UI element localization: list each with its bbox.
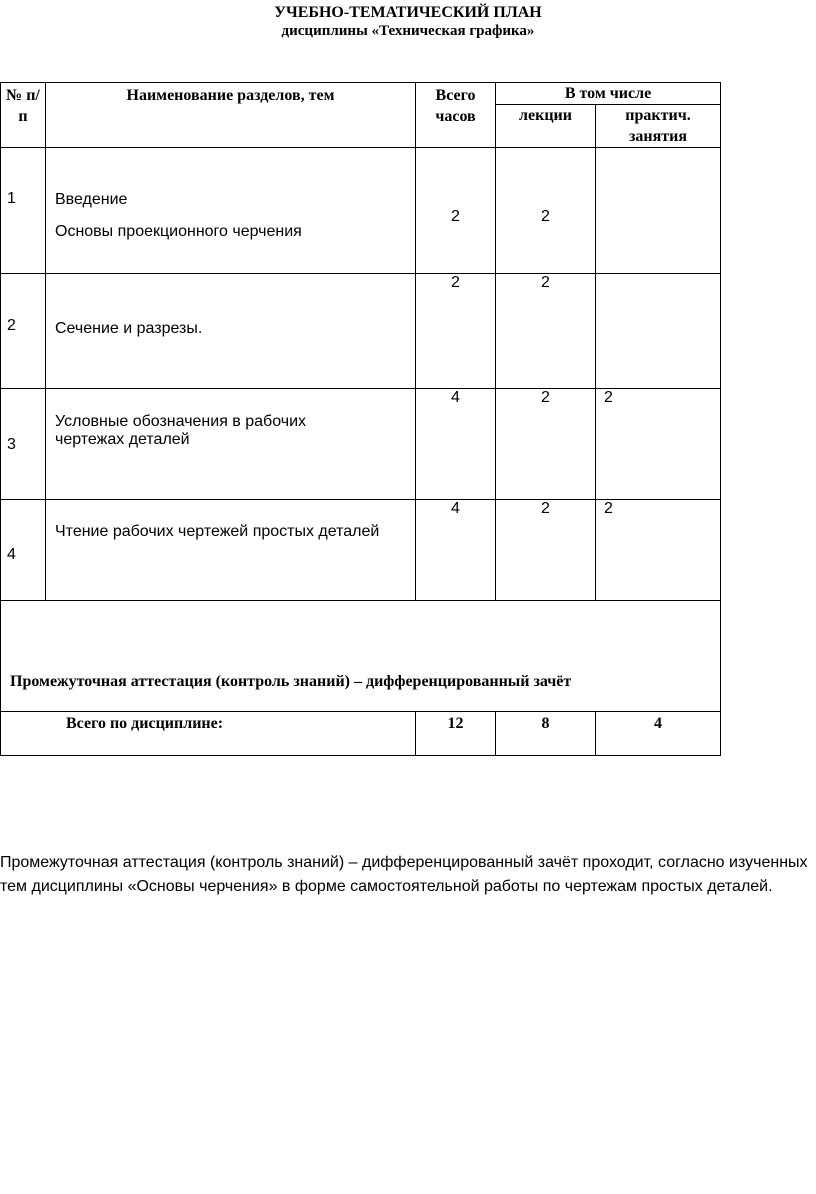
row-lectures: 2 xyxy=(496,500,596,601)
row-lectures: 2 xyxy=(496,389,596,500)
header-name: Наименование разделов, тем xyxy=(46,83,416,148)
header-practice: практич. занятия xyxy=(596,105,721,148)
header-lectures: лекции xyxy=(496,105,596,148)
total-practice: 4 xyxy=(596,712,721,756)
row-lectures: 2 xyxy=(496,274,596,389)
total-hours: 12 xyxy=(416,712,496,756)
row-practice: 2 xyxy=(596,389,721,500)
total-label: Всего по дисциплине: xyxy=(1,712,416,756)
total-lectures: 8 xyxy=(496,712,596,756)
row-name: Сечение и разрезы. xyxy=(46,274,416,389)
page-subtitle: дисциплины «Техническая графика» xyxy=(281,23,535,39)
table-row xyxy=(1,274,721,389)
header-num: № п/п xyxy=(1,83,46,148)
header-including: В том числе xyxy=(496,83,721,105)
table-row xyxy=(1,389,721,500)
row-total: 2 xyxy=(416,148,496,274)
attestation-text: Промежуточная аттестация (контроль знаний) – дифференцированный зачёт xyxy=(1,601,721,712)
table-row xyxy=(1,148,721,274)
row-name: Чтение рабочих чертежей простых деталей xyxy=(46,500,416,601)
page-title: УЧЕБНО-ТЕМАТИЧЕСКИЙ ПЛАН xyxy=(274,4,542,21)
header-total: Всего часов xyxy=(416,83,496,148)
table-row xyxy=(1,500,721,601)
row-total: 4 xyxy=(416,500,496,601)
total-row xyxy=(1,712,721,756)
row-num: 2 xyxy=(1,274,46,389)
row-total: 4 xyxy=(416,389,496,500)
attestation-note: Промежуточная аттестация (контроль знаний) – дифференцированный зачёт проходит, согласно изученных тем дисциплины «Основы черчения» в форме самостоятельной работы по чертежам простых деталей. xyxy=(0,854,808,895)
row-lectures: 2 xyxy=(496,148,596,274)
row-total: 2 xyxy=(416,274,496,389)
row-practice xyxy=(596,274,721,389)
row-num: 1 xyxy=(1,148,46,274)
row-num: 3 xyxy=(1,389,46,500)
row-practice xyxy=(596,148,721,274)
row-practice: 2 xyxy=(596,500,721,601)
attestation-row xyxy=(1,601,721,712)
row-num: 4 xyxy=(1,500,46,601)
row-name: Условные обозначения в рабочих чертежах деталей xyxy=(46,389,416,500)
curriculum-table xyxy=(0,82,721,756)
row-name: Введение Основы проекционного черчения xyxy=(46,148,416,274)
